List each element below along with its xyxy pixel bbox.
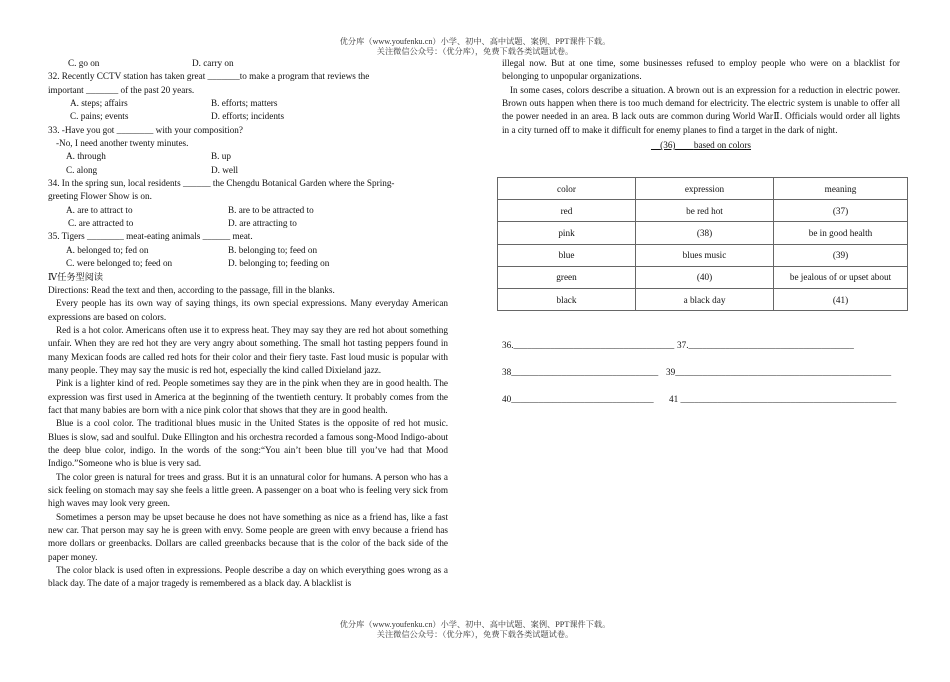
q35-option-a: A. belonged to; fed on bbox=[66, 244, 149, 255]
answer-blank-38[interactable]: 38________________________________ bbox=[502, 367, 659, 377]
table-caption bbox=[502, 139, 900, 152]
table-cell: be in good health bbox=[774, 222, 908, 244]
q35-option-c: C. were belonged to; feed on bbox=[66, 258, 173, 269]
table-cell: blue bbox=[498, 244, 636, 266]
table-cell: be red hot bbox=[636, 200, 774, 222]
passage-paragraph-blue: Blue is a cool color. The traditional blues music in the United States is the opposite of red hot music. Blues is slow, sad and soulful. Duke Ellington and his orchestra recorded a famous song-Mood Indigo-about the deep blue color, indigo. In the words of the song:“You ain’t been blue till you’ve had that Mood Indigo.”Someone who is blue is very sad. bbox=[48, 418, 448, 469]
table-row bbox=[498, 222, 908, 244]
q35-options-row2 bbox=[48, 257, 448, 270]
q34-option-b: B. are to be attracted to bbox=[228, 204, 314, 215]
answer-blank-41[interactable]: 41 _______________________________________________ bbox=[669, 394, 897, 404]
table-cell: be jealous of or upset about bbox=[774, 266, 908, 288]
q35-options-row1 bbox=[48, 244, 448, 257]
q31-option-c: C. go on bbox=[68, 58, 100, 68]
q33-option-a: A. through bbox=[66, 151, 106, 162]
passage-paragraph-red: Red is a hot color. Americans often use it to express heat. They may say they are red hot about something unfair. When they are red hot they are very angry about something. The small hot tasting peppers found in many Mexican foods are called red hots for their color and their fiery taste. Fast loud music is popular with many people. They may say the music is red hot, especially the kind called Dixieland jazz. bbox=[48, 324, 448, 375]
table-row bbox=[498, 288, 908, 310]
passage-paragraph-brownout: In some cases, colors describe a situation. A brown out is an expression for a reduction in electric power. Brown outs happen when there is too much demand for electricity. The electric system is unable to offer all the power needed in an area. B lack outs are common during World WarⅡ. Officials would order all lights in a city turned off to make it difficult for enemy planes to find a target in the dark of night. bbox=[502, 84, 900, 135]
q34-option-a: A. are to attract to bbox=[66, 204, 133, 215]
passage-paragraph-envy: Sometimes a person may be upset because he does not have something as nice as a friend has, like a fast new car. That person may say he is green with envy. Some people are green with envy because a friend has more dollars or greenbacks. Dollars are called greenbacks because that is the color of the back side of the paper money. bbox=[48, 511, 448, 562]
table-cell: (39) bbox=[774, 244, 908, 266]
footer-line-2: 关注微信公众号：（优分库），免费下载各类试题试卷。 bbox=[376, 630, 574, 639]
q34-stem-line1: 34. In the spring sun, local residents ______ the Chengdu Botanical Garden where the Spring- bbox=[48, 178, 395, 189]
q32-option-a: A. steps; affairs bbox=[70, 98, 128, 109]
answer-blank-37[interactable]: 37.____________________________________ bbox=[677, 340, 854, 350]
footer-line-1: 优分库（www.youfenku.cn）小学、初中、高中试题、案例、PPT课件下载。 bbox=[339, 620, 611, 629]
header-line-2: 关注微信公众号：（优分库），免费下载各类试题试卷。 bbox=[376, 47, 574, 56]
table-cell: blues music bbox=[636, 244, 774, 266]
table-cell: black bbox=[498, 288, 636, 310]
section-title: Ⅳ任务型阅读 bbox=[48, 271, 104, 282]
q33-options-row1 bbox=[48, 150, 448, 163]
table-header-meaning: meaning bbox=[774, 178, 908, 200]
q32-stem-line2: important _______ of the past 20 years. bbox=[48, 84, 195, 95]
page-footer bbox=[0, 620, 950, 640]
table-header-row bbox=[498, 178, 908, 200]
table-caption-blank: (36) based on colors bbox=[660, 140, 752, 151]
directions: Directions: Read the text and then, according to the passage, fill in the blanks. bbox=[48, 284, 335, 295]
q32-option-c: C. pains; events bbox=[70, 111, 129, 122]
q34-options-row1 bbox=[48, 204, 448, 217]
q32-options-row1 bbox=[48, 97, 448, 110]
header-line-1: 优分库（www.youfenku.cn）小学、初中、高中试题、案例、PPT课件下载。 bbox=[339, 37, 611, 46]
q34-options-row2 bbox=[48, 217, 448, 230]
q35-stem: 35. Tigers ________ meat-eating animals ______ meat. bbox=[48, 231, 253, 242]
q31-option-d: D. carry on bbox=[192, 58, 234, 68]
table-row bbox=[498, 266, 908, 288]
answer-blank-39[interactable]: 39_______________________________________________ bbox=[666, 367, 892, 377]
passage-paragraph-pink: Pink is a lighter kind of red. People sometimes say they are in the pink when they are in good health. The expression was first used in America at the beginning of the twentieth century. It probably comes from the fact that many babies are born with a nice pink color that shows that they are in good health. bbox=[48, 378, 448, 415]
q32-option-b: B. efforts; matters bbox=[211, 98, 278, 109]
q33-stem-line2: -No, I need another twenty minutes. bbox=[56, 138, 189, 149]
q34-option-c: C. are attracted to bbox=[68, 218, 134, 229]
q31-options bbox=[48, 57, 448, 70]
table-cell: a black day bbox=[636, 288, 774, 310]
q32-stem-line1: 32. Recently CCTV station has taken great _______to make a program that reviews the bbox=[48, 71, 370, 82]
q32-option-d: D. efforts; incidents bbox=[211, 111, 285, 122]
left-column bbox=[48, 57, 448, 591]
table-cell: green bbox=[498, 266, 636, 288]
q33-option-d: D. well bbox=[211, 164, 239, 175]
q34-stem-line2: greeting Flower Show is on. bbox=[48, 191, 152, 202]
q33-stem-line1: 33. -Have you got ________ with your composition? bbox=[48, 124, 243, 135]
q33-option-c: C. along bbox=[66, 164, 98, 175]
q35-option-d: D. belonging to; feeding on bbox=[228, 258, 330, 269]
q35-option-b: B. belonging to; feed on bbox=[228, 244, 318, 255]
colors-table bbox=[497, 177, 908, 311]
table-header-color: color bbox=[498, 178, 636, 200]
passage-paragraph-blacklist: illegal now. But at one time, some businesses refused to employ people who were on a blacklist for belonging to unpopular organizations. bbox=[502, 58, 900, 82]
table-cell: (41) bbox=[774, 288, 908, 310]
answer-blank-36[interactable]: 36.___________________________________ bbox=[502, 340, 675, 350]
answer-blank-40[interactable]: 40_______________________________ bbox=[502, 394, 654, 404]
q34-option-d: D. are attracting to bbox=[228, 218, 297, 229]
table-row bbox=[498, 244, 908, 266]
table-cell: (38) bbox=[636, 222, 774, 244]
q32-options-row2 bbox=[48, 110, 448, 123]
table-cell: pink bbox=[498, 222, 636, 244]
table-cell: (37) bbox=[774, 200, 908, 222]
q33-options-row2 bbox=[48, 164, 448, 177]
passage-paragraph-1: Every people has its own way of saying things, its own special expressions. Many everyday American expressions are based on colors. bbox=[48, 298, 448, 322]
q33-option-b: B. up bbox=[211, 151, 231, 162]
passage-paragraph-black: The color black is used often in expressions. People describe a day on which everything goes wrong as a black day. The date of a major tragedy is remembered as a black day. A blacklist is bbox=[48, 565, 448, 589]
right-column bbox=[502, 57, 900, 152]
table-row bbox=[498, 200, 908, 222]
page-header bbox=[0, 37, 950, 57]
table-header-expression: expression bbox=[636, 178, 774, 200]
passage-paragraph-green: The color green is natural for trees and grass. But it is an unnatural color for humans. A person who has a sick feeling on stomach may say she feels a little green. A passenger on a boat who is feeling very sick from high waves may look very green. bbox=[48, 471, 448, 509]
table-cell: red bbox=[498, 200, 636, 222]
table-cell: (40) bbox=[636, 266, 774, 288]
